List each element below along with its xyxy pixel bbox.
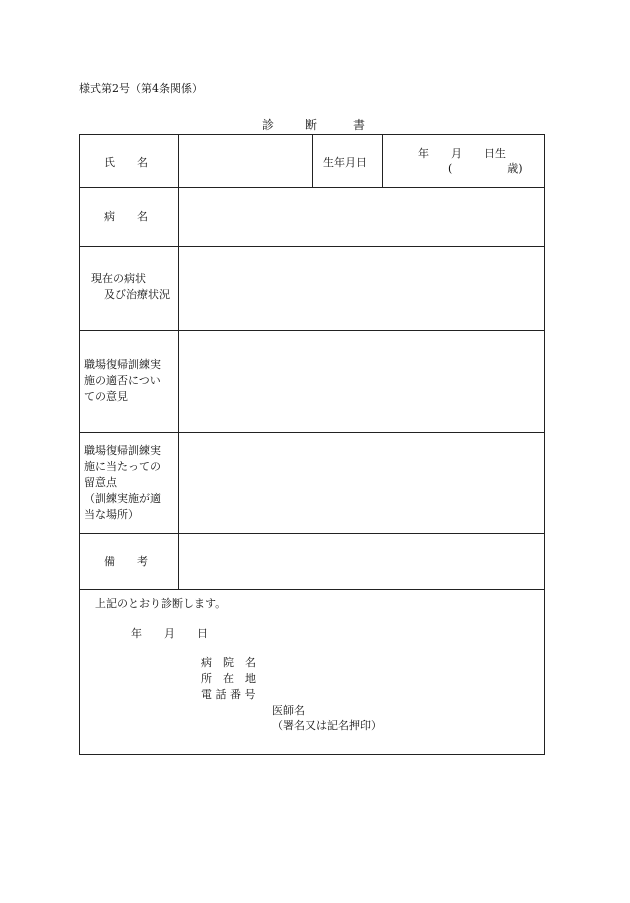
age-format[interactable]: ( 歳) xyxy=(448,162,523,175)
name-label: 氏 名 xyxy=(104,156,148,169)
symptoms-label-line2: 及び治療状況 xyxy=(104,288,170,301)
row-divider xyxy=(79,589,545,590)
notes-field[interactable] xyxy=(180,434,543,532)
disease-field[interactable] xyxy=(180,189,543,245)
dob-column-divider xyxy=(312,134,313,187)
diagnosis-date[interactable]: 年 月 日 xyxy=(131,627,208,640)
remarks-label: 備 考 xyxy=(104,555,148,568)
phone-label: 電 話 番 号 xyxy=(201,688,256,701)
name-field[interactable] xyxy=(180,136,310,186)
row-divider xyxy=(79,432,545,433)
notes-label: 職場復帰訓練実 施に当たっての 留意点 （訓練実施が適 当な場所） xyxy=(84,444,161,521)
symptoms-field[interactable] xyxy=(180,248,543,329)
form-reference: 様式第2号（第4条関係） xyxy=(79,82,203,95)
label-column-divider xyxy=(178,134,179,589)
title-char-1: 診 xyxy=(262,118,275,132)
row-divider xyxy=(79,187,545,188)
dob-column-divider xyxy=(382,134,383,187)
opinion-label: 職場復帰訓練実 施の適否につい ての意見 xyxy=(84,358,161,403)
row-divider xyxy=(79,246,545,247)
doctor-name-label: 医師名 xyxy=(272,704,305,717)
dob-format[interactable]: 年 月 日生 xyxy=(418,147,506,160)
symptoms-label-line1: 現在の病状 xyxy=(91,272,146,285)
disease-label: 病 名 xyxy=(104,210,148,223)
title-char-2: 断 xyxy=(305,118,318,132)
remarks-field[interactable] xyxy=(180,535,543,588)
opinion-field[interactable] xyxy=(180,332,543,431)
row-divider xyxy=(79,330,545,331)
hospital-name-label: 病 院 名 xyxy=(201,656,256,669)
address-label: 所 在 地 xyxy=(201,672,256,685)
diagnosis-statement: 上記のとおり診断します。 xyxy=(95,597,227,610)
row-divider xyxy=(79,533,545,534)
title-char-3: 書 xyxy=(353,118,366,132)
dob-label: 生年月日 xyxy=(323,156,367,169)
signature-note: （署名又は記名押印） xyxy=(272,719,382,732)
